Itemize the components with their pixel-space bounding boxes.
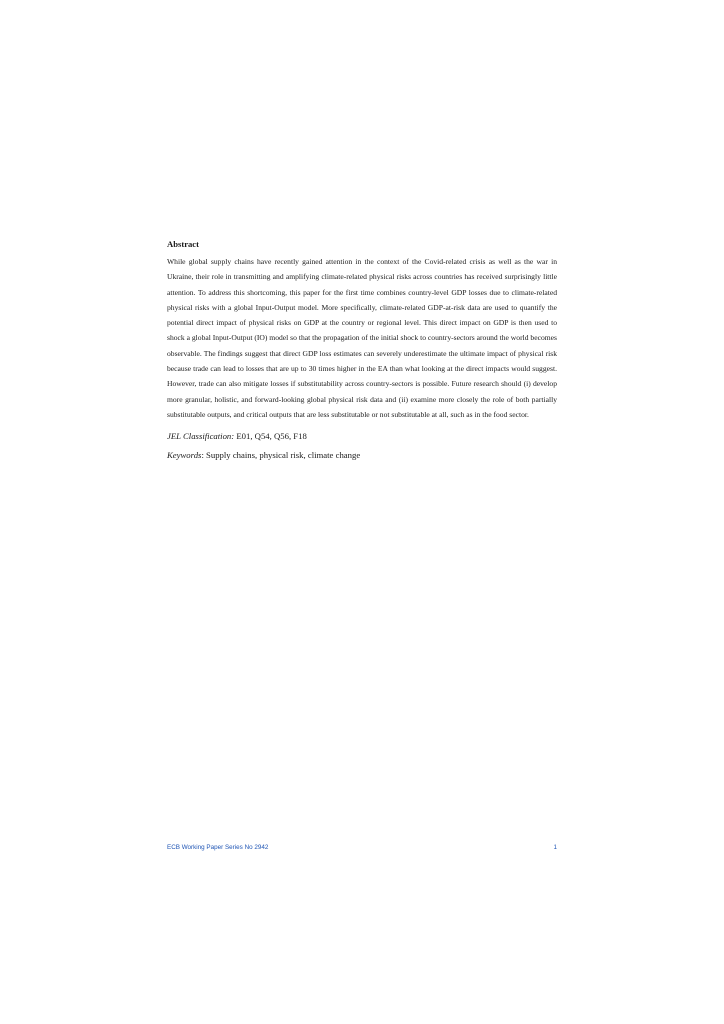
abstract-body: While global supply chains have recently gained attention in the context of the Covid-related crisis as well as the war in Ukraine, their role in transmitting and amplifying climate-related physical risks across countries has received surprisingly little attention. To address this shortcoming, this paper for the first time combines country-level GDP losses due to climate-related physical risks with a global Input-Output model. More specifically, climate-related GDP-at-risk data are used to quantify the potential direct impact of physical risks on GDP at the country or regional level. This direct impact on GDP is then used to shock a global Input-Output (IO) model so that the propagation of the initial shock to country-sectors around the world becomes observable. The findings suggest that direct GDP loss estimates can severely underestimate the ultimate impact of physical risk because trade can lead to losses that are up to 30 times higher in the EA than what looking at the direct impacts would suggest. However, trade can also mitigate losses if substitutability across country-sectors is possible. Future research should (i) develop more granular, holistic, and forward-looking global physical risk data and (ii) examine more closely the role of both partially substitutable outputs, and critical outputs that are less substitutable or not substitutable at all, such as in the food sector. — [167, 257, 557, 419]
jel-label: JEL Classification: — [167, 431, 235, 442]
keywords-label: Keywords — [167, 450, 202, 461]
jel-classification — [167, 430, 557, 442]
page-footer — [167, 843, 557, 853]
page-number: 1 — [553, 844, 557, 851]
keywords-value: : Supply chains, physical risk, climate change — [201, 450, 361, 461]
keywords-line — [167, 449, 557, 461]
jel-codes: E01, Q54, Q56, F18 — [234, 431, 307, 442]
working-paper-series-label: ECB Working Paper Series No 2942 — [167, 844, 269, 851]
abstract-heading: Abstract — [167, 239, 199, 249]
abstract-section — [167, 238, 557, 461]
